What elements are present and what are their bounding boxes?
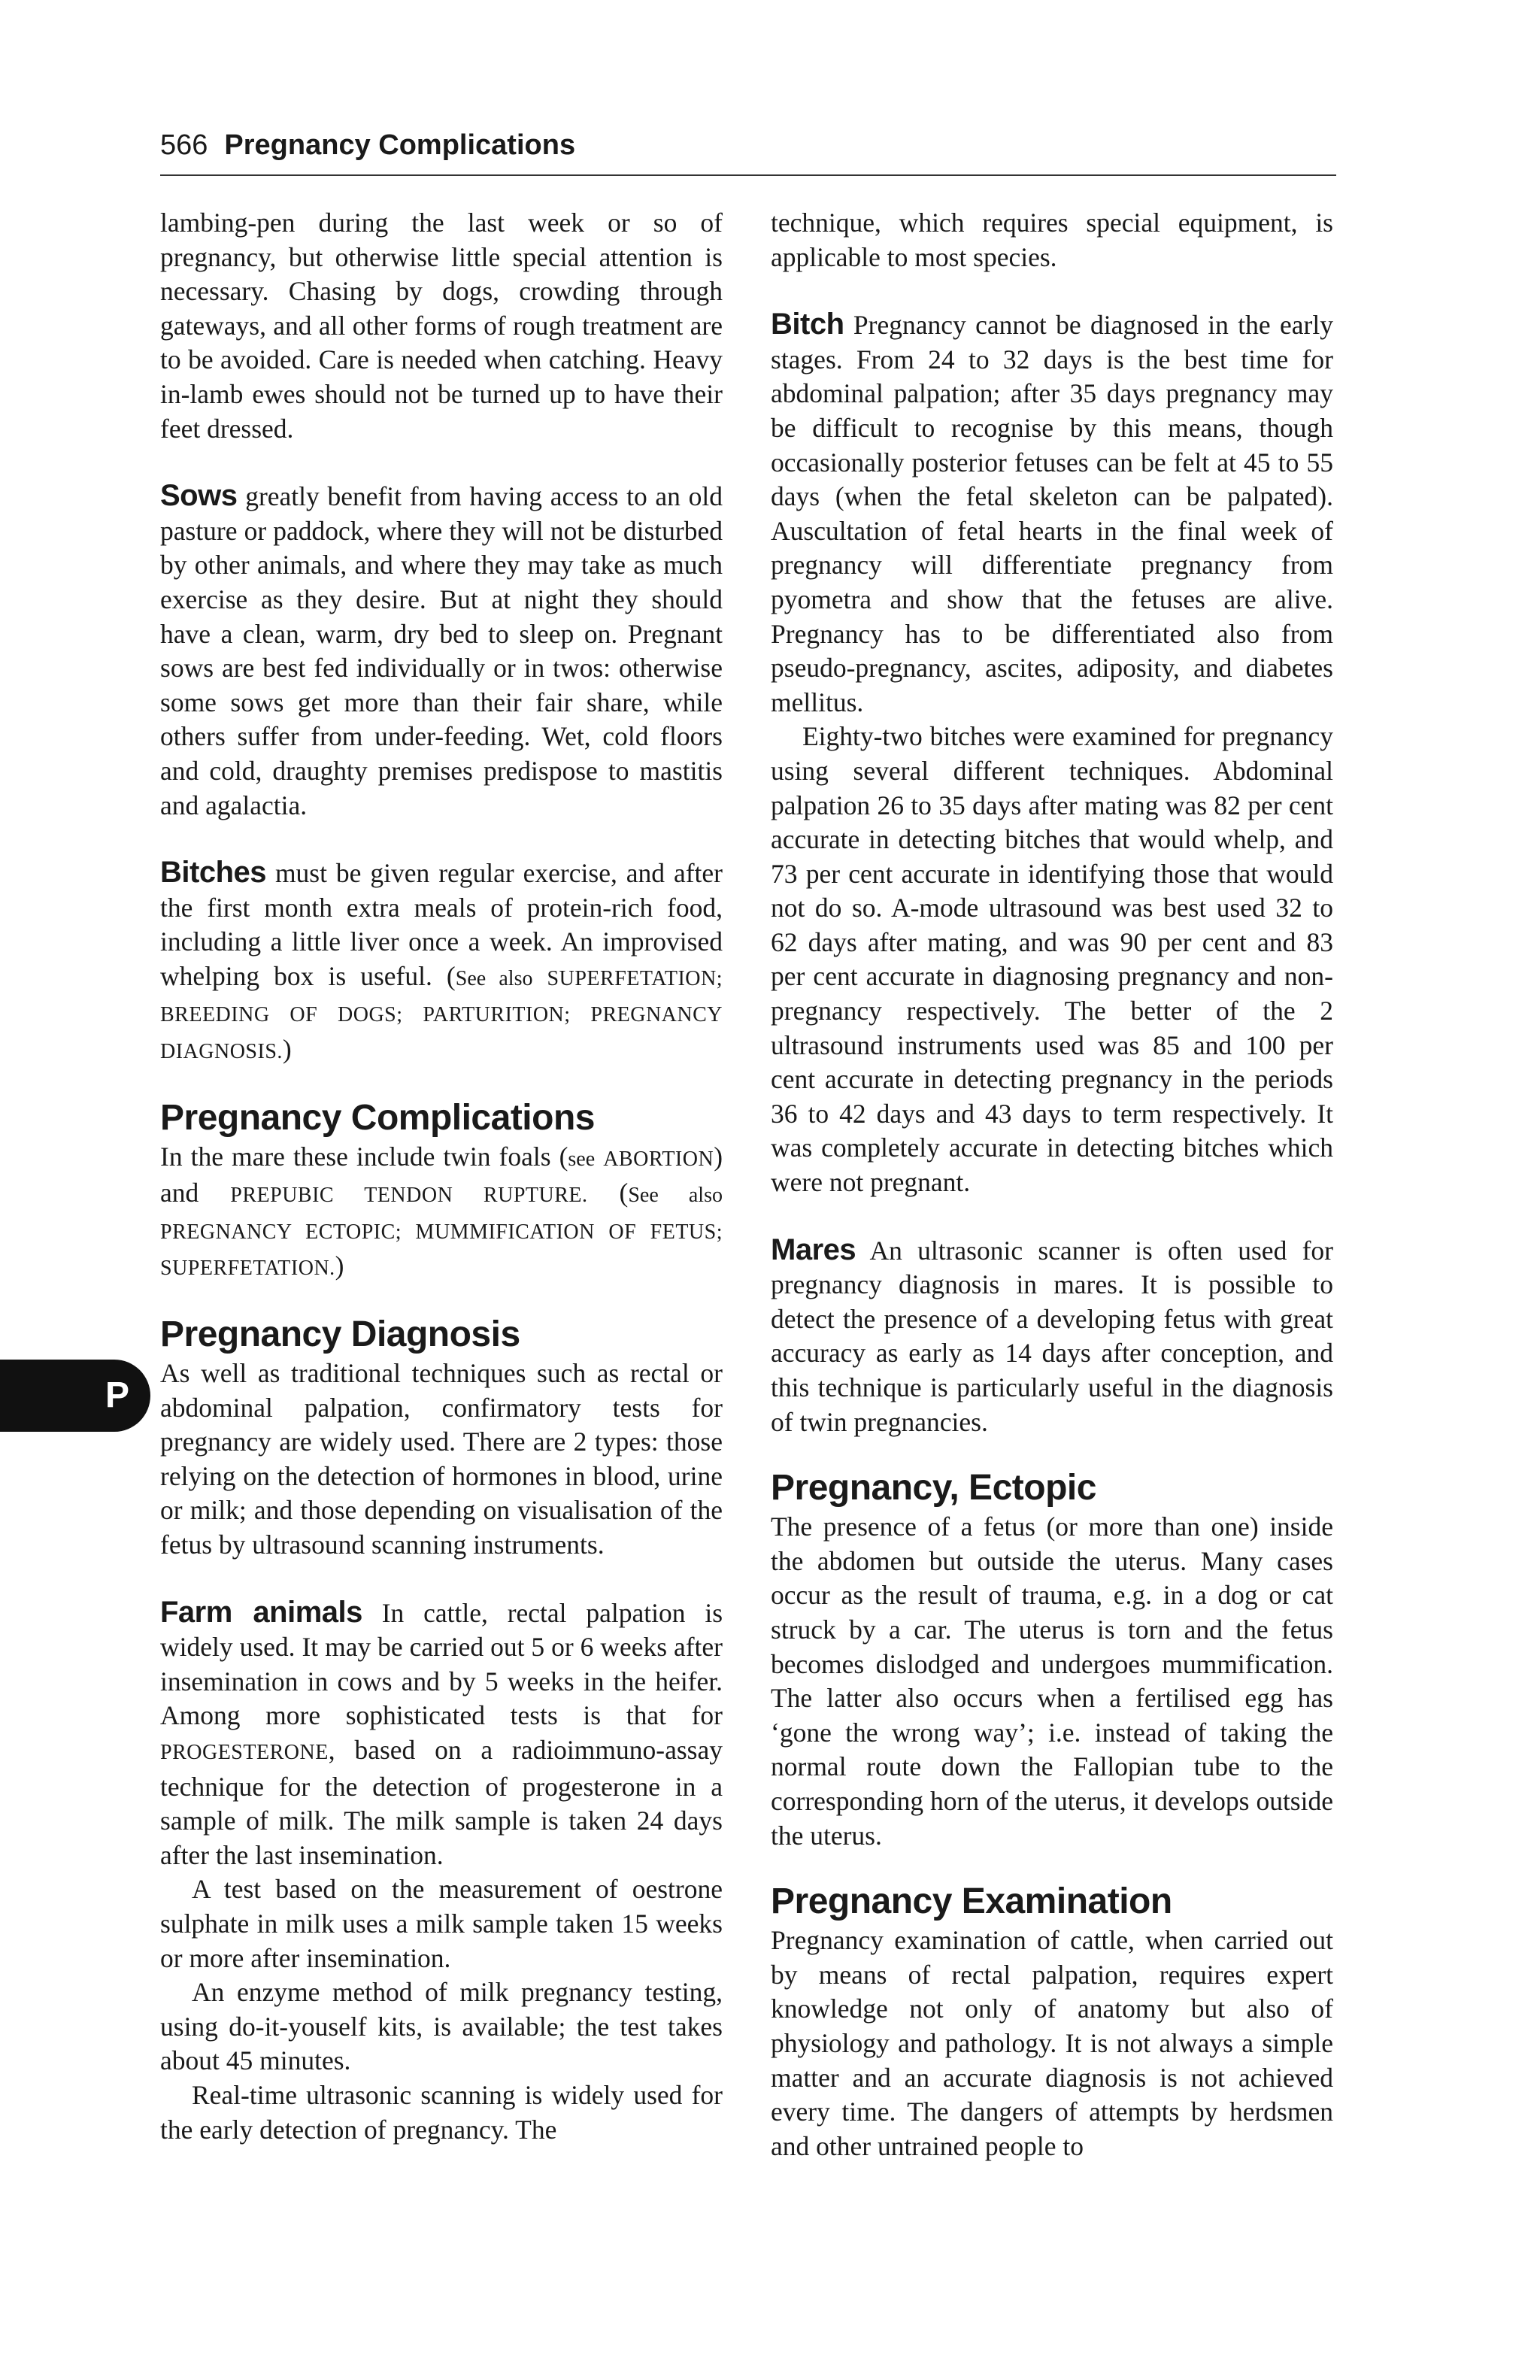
entry-title-ectopic: Pregnancy, Ectopic (771, 1468, 1096, 1508)
paragraph-eighty-two: Eighty-two bitches were examined for pregnancy using several different techniques. Abdominal palpation 26 to 35 days after mating was 82 per cent accurate in detecting bitches that would whelp, and 73 per cent accurate in identifying those that would not do so. A-mode ultrasound was best used 32 to 62 days after mating, and was 90 per cent and 83 per cent accurate in diagnosing pregnancy and non-pregnancy respectively. The better of the 2 ultrasound instruments used was 85 and 100 per cent accurate in detecting pregnancy in the periods 36 to 42 days and 43 days to term respectively. It was completely accurate in detecting bitches which were not pregnant. (771, 721, 1333, 1198)
page-number: 566 (160, 129, 208, 161)
paragraph-lambing: lambing-pen during the last week or so of pregnancy, but otherwise little special attention is necessary. Chasing by dogs, crowding through gateways, and all other forms of rough treatment are to be avoided. Care is needed when catching. Heavy in-lamb ewes should not be turned up to have their feet dressed. (160, 208, 723, 444)
paragraph-complications: In the mare these include twin foals (see ABORTION) and PREPUBIC TENDON RUPTURE. (See also PREGNANCY ECTOPIC; MUMMIFICATION OF FETUS; SUPERFETATION.) (160, 1141, 723, 1281)
paragraph-diagnosis: As well as traditional techniques such as rectal or abdominal palpation, confirmatory tests for pregnancy are widely used. There are 2 types: those relying on the detection of hormones in blood, urine or milk; and those depending on visualisation of the fetus by ultrasound scanning instruments. (160, 1358, 723, 1560)
entry-title-examination: Pregnancy Examination (771, 1881, 1172, 1922)
paragraph-farm-animals: Farm animals In cattle, rectal palpation is widely used. It may be carried out 5 or 6 weeks after insemination in cows and by 5 weeks in the heifer. Among more sophisticated tests is that for PROGESTERONE, based on a radioimmuno-assay technique for the detection of progesterone in a sample of milk. The milk sample is taken 24 days after the last insemination. (160, 1595, 723, 1870)
paragraph-realtime: Real-time ultrasonic scanning is widely used for the early detection of pregnancy. The (160, 2079, 723, 2145)
cross-reference: PREPUBIC TENDON RUPTURE. (230, 1184, 588, 1208)
run-in-head-bitch: Bitch (771, 308, 844, 341)
run-in-head-farm-animals: Farm animals (160, 1595, 362, 1629)
running-title: Pregnancy Complications (224, 129, 576, 161)
cross-reference: SUPERFETATION; BREEDING OF DOGS; PARTURITION; PREGNANCY DIAGNOSIS. (160, 966, 723, 1064)
running-header (160, 126, 1336, 176)
paragraph-examination: Pregnancy examination of cattle, when carried out by means of rectal palpation, requires expert knowledge not only of anatomy but also of physiology and pathology. It is not always a simple matter and an accurate diagnosis is not achieved every time. The dangers of attempts by herdsmen and other untrained people to (771, 1925, 1333, 2161)
paragraph-ectopic: The presence of a fetus (or more than one) inside the abdomen but outside the uterus. Many cases occur as the result of trauma, e.g. in a dog or cat struck by a car. The uterus is torn and the fetus becomes dislodged and undergoes mummification. The latter also occurs when a fertilised egg has ‘gone the wrong way’; i.e. instead of taking the normal route down the Fallopian tube to the corresponding horn of the uterus, it develops outside the uterus. (771, 1511, 1333, 1851)
thumb-tab-letter: P (105, 1375, 129, 1415)
paragraph-enzyme: An enzyme method of milk pregnancy testing, using do-it-youself kits, is available; the test takes about 45 minutes. (160, 1977, 723, 2076)
run-in-head-bitches: Bitches (160, 856, 266, 890)
cross-reference: PREGNANCY ECTOPIC; MUMMIFICATION OF FETUS; SUPERFETATION. (160, 1220, 723, 1281)
right-column (771, 206, 1333, 2163)
run-in-head-sows: Sows (160, 479, 238, 513)
entry-title-complications: Pregnancy Complications (160, 1097, 595, 1138)
paragraph-oestrone: A test based on the measurement of oestrone sulphate in milk uses a milk sample taken 15 weeks or more after insemination. (160, 1874, 723, 1973)
cross-reference: ABORTION (603, 1147, 714, 1171)
run-in-head-mares: Mares (771, 1232, 856, 1266)
section-thumb-tab (0, 1360, 150, 1432)
paragraph-mares: Mares An ultrasonic scanner is often used for pregnancy diagnosis in mares. It is possible to detect the presence of a developing fetus with great accuracy as early as 14 days after conception, and this technique is particularly useful in the diagnosis of twin pregnancies. (771, 1232, 1333, 1437)
entry-title-diagnosis: Pregnancy Diagnosis (160, 1314, 520, 1355)
paragraph-sows: Sows greatly benefit from having access to an old pasture or paddock, where they will not be disturbed by other animals, and where they may take as much exercise as they desire. But at night they should have a clean, warm, dry bed to sleep on. Pregnant sows are best fed individually or in twos: otherwise some sows get more than their fair share, while others suffer from under-feeding. Wet, cold floors and cold, draughty premises predispose to mastitis and agalactia. (160, 479, 723, 820)
paragraph-technique: technique, which requires special equipment, is applicable to most species. (771, 208, 1333, 272)
cross-reference: PROGESTERONE (160, 1740, 329, 1764)
left-column (160, 206, 723, 2147)
paragraph-bitch: Bitch Pregnancy cannot be diagnosed in the early stages. From 24 to 32 days is the best time for abdominal palpation; after 35 days pregnancy may be difficult to recognise by this means, though occasionally posterior fetuses can be felt at 45 to 55 days (when the fetal skeleton can be palpated). Auscultation of fetal hearts in the final week of pregnancy will differentiate pregnancy from pyometra and show that the fetuses are alive. Pregnancy has to be differentiated also from pseudo-pregnancy, ascites, adiposity, and diabetes mellitus. (771, 308, 1333, 717)
paragraph-bitches: Bitches must be given regular exercise, and after the first month extra meals of protein-rich food, including a little liver once a week. An improvised whelping box is useful. (See also SUPERFETATION; BREEDING OF DOGS; PARTURITION; PREGNANCY DIAGNOSIS.) (160, 856, 723, 1065)
